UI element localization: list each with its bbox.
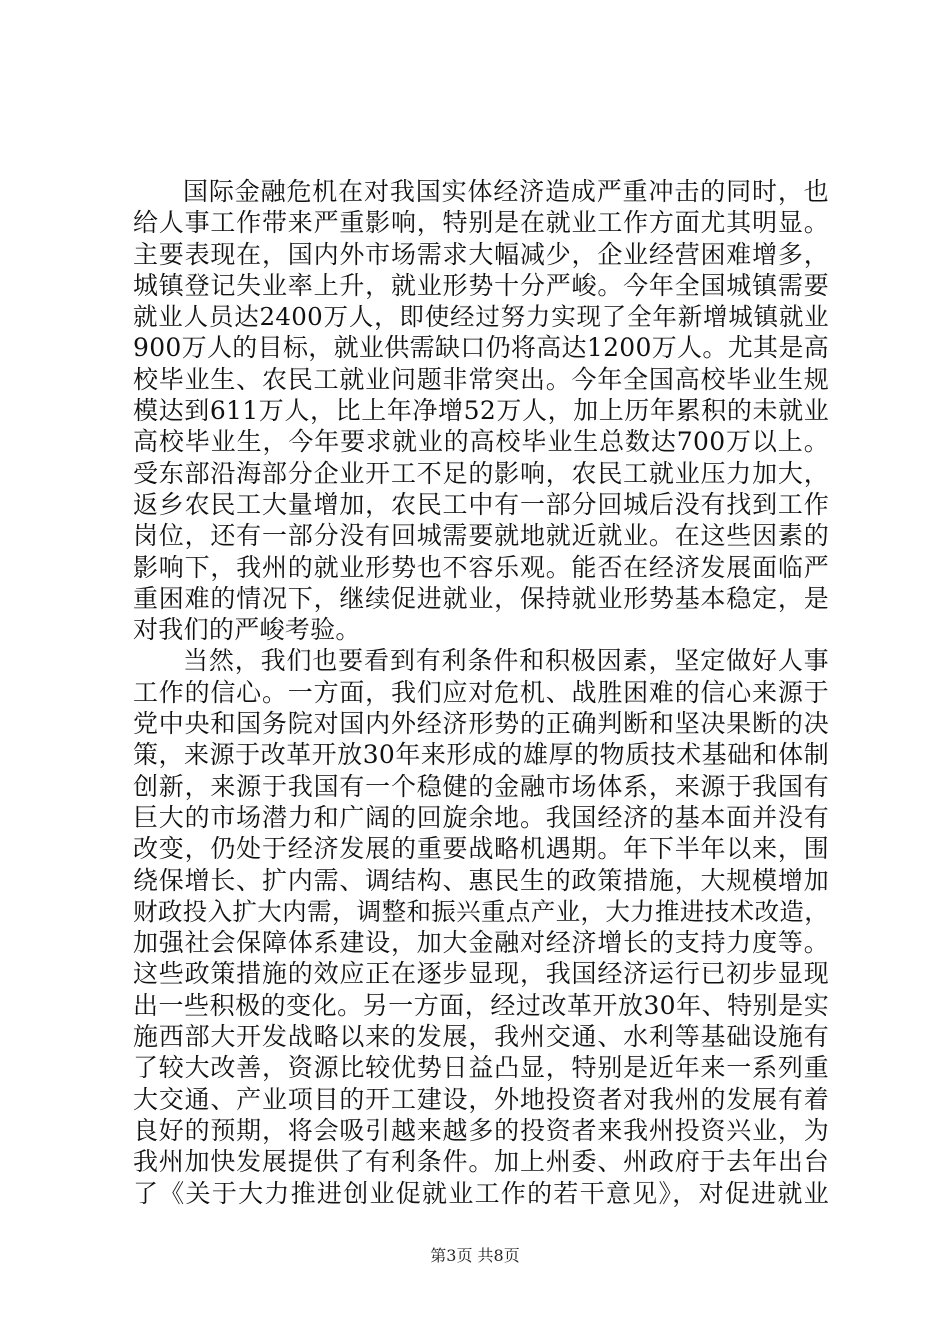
paragraph-2-line-10: 加强社会保障体系建设，加大金融对经济增长的支持力度等。 xyxy=(133,928,829,958)
paragraph-2-line-17: 我州加快发展提供了有利条件。加上州委、州政府于去年出台 xyxy=(133,1147,829,1177)
paragraph-2-line-3: 党中央和国务院对国内外经济形势的正确判断和坚决果断的决 xyxy=(133,709,829,739)
paragraph-1-line-4: 城镇登记失业率上升，就业形势十分严峻。今年全国城镇需要 xyxy=(133,270,829,300)
paragraph-2-line-12: 出一些积极的变化。另一方面，经过改革开放30年、特别是实 xyxy=(133,990,829,1020)
paragraph-2-line-2: 工作的信心。一方面，我们应对危机、战胜困难的信心来源于 xyxy=(133,677,829,707)
paragraph-1-line-13: 影响下，我州的就业形势也不容乐观。能否在经济发展面临严 xyxy=(133,552,829,582)
paragraph-1-line-9: 高校毕业生，今年要求就业的高校毕业生总数达700万以上。 xyxy=(133,427,829,457)
paragraph-2-line-1: 当然，我们也要看到有利条件和积极因素，坚定做好人事 xyxy=(183,646,829,676)
paragraph-2-line-13: 施西部大开发战略以来的发展，我州交通、水利等基础设施有 xyxy=(133,1022,829,1052)
paragraph-1-line-14: 重困难的情况下，继续促进就业，保持就业形势基本稳定，是 xyxy=(133,583,829,613)
paragraph-1-line-3: 主要表现在，国内外市场需求大幅减少，企业经营困难增多， xyxy=(133,239,829,269)
paragraph-2-line-6: 巨大的市场潜力和广阔的回旋余地。我国经济的基本面并没有 xyxy=(133,802,829,832)
paragraph-2-line-18: 了《关于大力推进创业促就业工作的若干意见》，对促进就业 xyxy=(133,1178,829,1208)
paragraph-1-line-8: 模达到611万人，比上年净增52万人，加上历年累积的未就业 xyxy=(133,396,829,426)
paragraph-2-line-16: 良好的预期，将会吸引越来越多的投资者来我州投资兴业，为 xyxy=(133,1115,829,1145)
paragraph-1-line-11: 返乡农民工大量增加，农民工中有一部分回城后没有找到工作 xyxy=(133,489,829,519)
paragraph-2-line-9: 财政投入扩大内需，调整和振兴重点产业，大力推进技术改造， xyxy=(133,896,829,926)
paragraph-1-line-1: 国际金融危机在对我国实体经济造成严重冲击的同时，也 xyxy=(183,177,829,206)
paragraph-2-line-4: 策，来源于改革开放30年来形成的雄厚的物质技术基础和体制 xyxy=(133,740,829,770)
paragraph-2-line-7: 改变，仍处于经济发展的重要战略机遇期。年下半年以来，围 xyxy=(133,834,829,864)
paragraph-2-line-15: 大交通、产业项目的开工建设，外地投资者对我州的发展有着 xyxy=(133,1084,829,1114)
paragraph-1-line-12: 岗位，还有一部分没有回城需要就地就近就业。在这些因素的 xyxy=(133,521,829,551)
paragraph-2-line-8: 绕保增长、扩内需、调结构、惠民生的政策措施，大规模增加 xyxy=(133,865,829,895)
paragraph-1-line-15: 对我们的严峻考验。 xyxy=(133,615,361,645)
paragraph-1-line-5: 就业人员达2400万人，即使经过努力实现了全年新增城镇就业 xyxy=(133,302,829,332)
page-number-footer: 第3页 共8页 xyxy=(430,1246,520,1265)
paragraph-2-line-14: 了较大改善，资源比较优势日益凸显，特别是近年来一系列重 xyxy=(133,1053,829,1083)
paragraph-1-line-2: 给人事工作带来严重影响，特别是在就业工作方面尤其明显。 xyxy=(133,208,829,238)
document-body xyxy=(133,176,829,1209)
paragraph-2-line-5: 创新，来源于我国有一个稳健的金融市场体系，来源于我国有 xyxy=(133,771,829,801)
paragraph-2-line-11: 这些政策措施的效应正在逐步显现，我国经济运行已初步显现 xyxy=(133,959,829,989)
paragraph-1-line-6: 900万人的目标，就业供需缺口仍将高达1200万人。尤其是高 xyxy=(133,333,829,363)
paragraph-1-line-10: 受东部沿海部分企业开工不足的影响，农民工就业压力加大， xyxy=(133,458,829,488)
paragraph-1-line-7: 校毕业生、农民工就业问题非常突出。今年全国高校毕业生规 xyxy=(133,364,829,394)
